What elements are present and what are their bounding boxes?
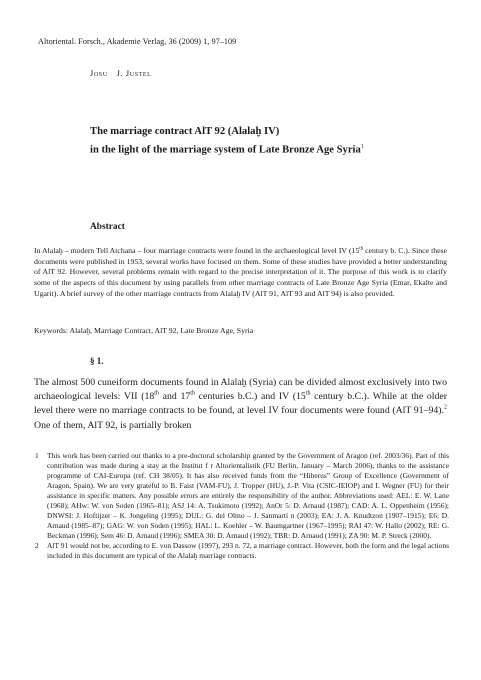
abstract-heading: Abstract bbox=[90, 222, 125, 232]
title-line-2 bbox=[90, 140, 450, 158]
title-footnote-ref[interactable]: 1 bbox=[360, 143, 364, 150]
abstract-text bbox=[34, 246, 447, 300]
body-paragraph bbox=[34, 376, 447, 433]
body-text-4: century b.C.). While at the older level there were no marriage contracts to be found, at level IV four documents were found (AlT 91–94). bbox=[34, 391, 447, 417]
abstract-text-part-2: century b. C.). Since these documents were published in 1953, several works have focused on them. Some of these studies have provided a better understanding of AlT 92. However, several problems remain with regard to the precise interpretation of it. The purpose of this work is to clarify some of the aspects of this document by using parallels from other marriage contracts of Late Bronze Age Syria (Emar, Ekalte and Ugarit). A brief survey of the other marriage contracts from Alalaḫ IV (AlT 91, AlT 93 and AlT 94) is also provided. bbox=[34, 246, 447, 298]
body-text-1: The almost 500 cuneiform documents found in Alalaḫ (Syria) can be divided almost exclusively into two archaeological levels: VII (18 bbox=[34, 377, 447, 403]
footnote-text: AlT 91 would not be, according to E. von Dassow (1997), 293 n. 72, a marriage contract. However, both the form and the legal actions included in this document are typical of the Alalaḫ marriage contracts. bbox=[47, 541, 449, 561]
keywords: Keywords: Alalaḫ, Marriage Contract, AlT 92, Late Bronze Age, Syria bbox=[34, 326, 254, 335]
body-sup-2: th bbox=[190, 390, 195, 397]
running-head: Altoriental. Forsch., Akademie Verlag, 36 (2009) 1, 97–109 bbox=[38, 37, 237, 46]
footnote-1 bbox=[34, 451, 449, 541]
footnote-text: This work has been carried out thanks to a pre-doctoral scholarship granted by the Government of Aragon (ref. 2003/36). Part of this contribution was made during a stay at the Institut f r Altorientalistik (FU Berlin, January – March 2006), thanks to the assistance programme of CAI-Europa (ref. CH 38/05). It has also received funds from the “Hiberus” Group of Excellence (Government of Aragon, Spain). We are very grateful to B. Faist (VAM-FU), J. Tropper (HU), J.-P. Vita (CSIC-IEIOP) and I. Wegner (FU) for their assistance in specific matters. Any possible errors are entirely the responsibility of the author. Abbreviations used: AEL: E. W. Lane (1968); AHw: W. von Soden (1965–81); ASJ 14: A. Tsukimoto (1992); AnOr 5: D. Arnaud (1987); CAD: A. L. Oppenheim (1956); DNWSI: J. Hoftijzer – K. Jongeling (1995); DUL: G. del Olmo – J. Sanmartí n (2003); EA: J. A. Knudtzon (1907–1915); E6: D. Arnaud (1985–87); GAG: W. von Soden (1995); HAL: L. Koehler – W. Baumgartner (1967–1995); RAI 47: W. Hallo (2002); RE: G. Beckman (1996); Sem 46: D. Arnaud (1996); SMEA 30: D. Arnaud (1992); TBR: D. Arnaud (1991); ZA 90: M. P. Streck (2000). bbox=[47, 451, 449, 541]
body-sup-1: th bbox=[154, 390, 159, 397]
footnote-number: 2 bbox=[35, 541, 39, 551]
footnote-2 bbox=[34, 541, 449, 561]
author-first-name: Josu bbox=[90, 69, 108, 78]
body-text-3: centuries b.C.) and IV (15 bbox=[194, 391, 306, 403]
abstract-text-part-1: In Alalaḫ – modern Tell Atchana – four marriage contracts were found in the archaeological level IV (15 bbox=[34, 246, 360, 255]
body-text-2: and 17 bbox=[158, 391, 191, 403]
section-heading: § 1. bbox=[90, 356, 104, 366]
abstract-sup: th bbox=[359, 246, 364, 252]
author-last-name: J. Justel bbox=[116, 69, 152, 78]
title-line-2-text: in the light of the marriage system of Late Bronze Age Syria bbox=[90, 144, 361, 156]
footnotes bbox=[34, 451, 449, 562]
footnote-number: 1 bbox=[35, 451, 39, 460]
title-line-1: The marriage contract AlT 92 (Alalaḫ IV) bbox=[90, 126, 280, 137]
article-title bbox=[90, 125, 450, 158]
body-footnote-ref-2[interactable]: 2 bbox=[444, 405, 447, 412]
body-text-5: One of them, AlT 92, is partially broken bbox=[34, 419, 192, 431]
author-name bbox=[90, 69, 151, 78]
body-sup-3: th bbox=[305, 390, 311, 397]
